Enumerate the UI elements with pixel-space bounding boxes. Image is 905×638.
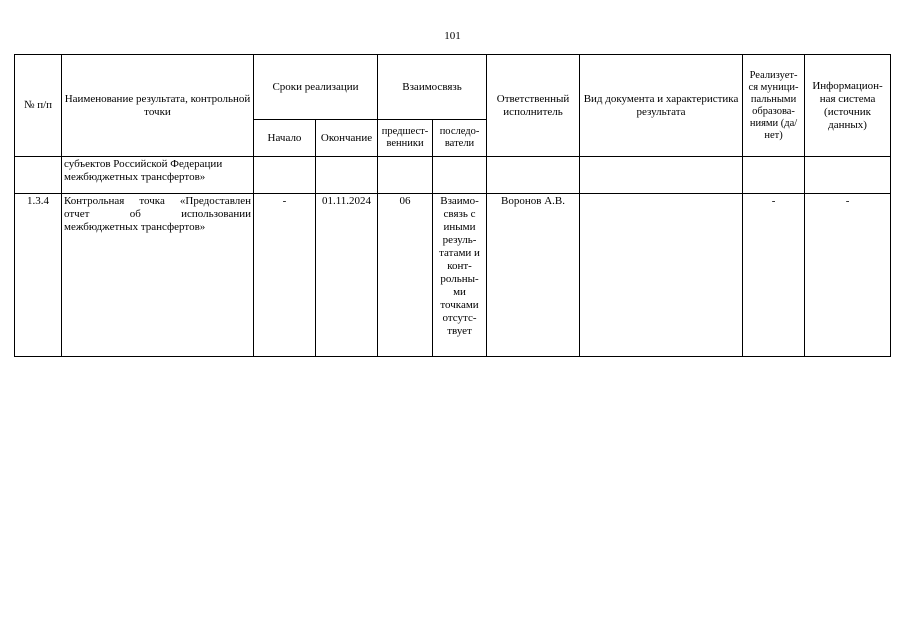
cell-doc xyxy=(580,157,743,194)
cell-end: 01.11.2024 xyxy=(316,194,378,357)
header-terms: Сроки реализации xyxy=(254,55,378,120)
cell-name: субъектов Российской Федерации межбюджетных трансфертов» xyxy=(62,157,254,194)
header-infosys: Информацион-ная система (источник данных) xyxy=(805,55,891,157)
cell-name: Контрольная точка «Предоставлен отчет об использовании межбюджетных трансфертов» xyxy=(62,194,254,357)
cell-responsible xyxy=(487,157,580,194)
cell-municipal xyxy=(743,157,805,194)
header-name: Наименование результата, контрольной точки xyxy=(62,55,254,157)
header-responsible: Ответственный исполнитель xyxy=(487,55,580,157)
cell-end xyxy=(316,157,378,194)
header-doc: Вид документа и характеристика результата xyxy=(580,55,743,157)
cell-start xyxy=(254,157,316,194)
cell-infosys xyxy=(805,157,891,194)
cell-successors: Взаимо-связь с иными резуль-татами и конт-рольны-ми точками отсутс-твует xyxy=(433,194,487,357)
header-end: Окончание xyxy=(316,120,378,157)
header-successors: последо-ватели xyxy=(433,120,487,157)
table-row xyxy=(15,194,891,357)
cell-num xyxy=(15,157,62,194)
cell-responsible: Воронов А.В. xyxy=(487,194,580,357)
header-municipal: Реализует-ся муници-пальными образова-ниями (да/нет) xyxy=(743,55,805,157)
cell-start: - xyxy=(254,194,316,357)
header-predecessors: предшест-венники xyxy=(378,120,433,157)
header-relation: Взаимосвязь xyxy=(378,55,487,120)
cell-num: 1.3.4 xyxy=(15,194,62,357)
header-num: № п/п xyxy=(15,55,62,157)
cell-successors xyxy=(433,157,487,194)
cell-municipal: - xyxy=(743,194,805,357)
cell-predecessors xyxy=(378,157,433,194)
cell-doc xyxy=(580,194,743,357)
plan-table xyxy=(14,54,891,357)
header-start: Начало xyxy=(254,120,316,157)
table-row xyxy=(15,157,891,194)
cell-infosys: - xyxy=(805,194,891,357)
cell-predecessors: 06 xyxy=(378,194,433,357)
page-number: 101 xyxy=(444,30,461,42)
